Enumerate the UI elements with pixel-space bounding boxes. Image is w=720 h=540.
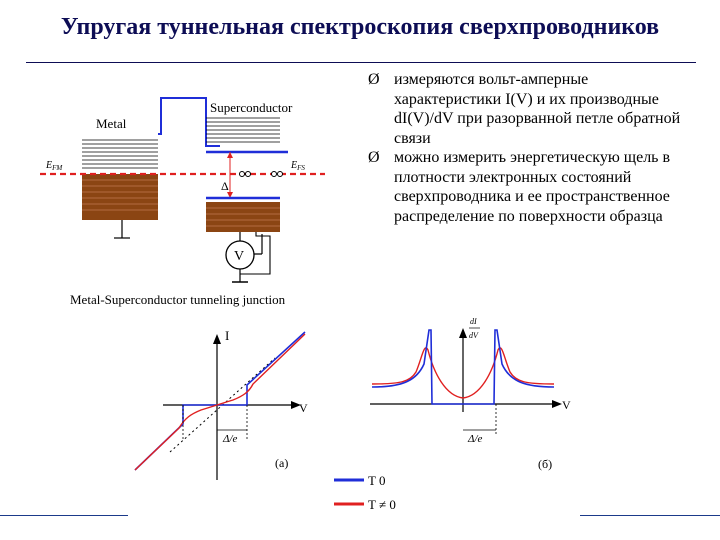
legend-label-t-nonzero: T ≠ 0 <box>368 497 396 512</box>
junction-caption: Metal-Superconductor tunneling junction <box>70 292 286 307</box>
didv-x-label: V <box>562 398 571 412</box>
didv-x-arrow <box>552 400 562 408</box>
arrow-bullet-icon: Ø <box>368 149 380 166</box>
footer-line-right <box>580 515 720 516</box>
iv-x-label: V <box>299 401 308 415</box>
didv-panel-label: (б) <box>538 457 553 471</box>
didv-gap-label: Δ/e <box>468 433 483 445</box>
iv-plot <box>125 322 330 482</box>
metal-filled-band <box>82 174 158 220</box>
iv-y-label: I <box>225 328 230 343</box>
superconductor-label: Superconductor <box>210 100 293 115</box>
bullet-item <box>368 148 698 226</box>
title-divider <box>26 62 696 63</box>
didv-y-label-bottom: dV <box>469 331 478 340</box>
arrow-bullet-icon: Ø <box>368 71 380 88</box>
didv-y-label-top: dI <box>470 317 477 326</box>
didv-plot <box>360 312 590 487</box>
footer-line-left <box>0 515 128 516</box>
metal-label: Metal <box>96 116 127 131</box>
gap-label: Δ <box>221 179 229 193</box>
iv-panel-label: (а) <box>275 456 289 470</box>
page-title: Упругая туннельная спектроскопия сверхпроводников <box>60 14 660 40</box>
ef-metal-label: $E_{FM}$ <box>46 160 63 172</box>
iv-y-arrow <box>213 334 221 344</box>
legend <box>330 470 420 520</box>
superconductor-upper-levels <box>206 118 280 142</box>
didv-y-arrow <box>459 328 467 338</box>
bullet-text: измеряются вольт-амперные характеристики I(V) и их производные dI(V)/dV при разорванной петле обратной связи <box>394 71 681 147</box>
bullet-text: можно измерить энергетическую щель в плотности электронных состояний сверхпроводника и ее пространственное распределение по поверхности образца <box>394 149 671 225</box>
superconductor-filled-band <box>206 202 280 232</box>
metal-empty-levels <box>82 140 158 168</box>
legend-label-t0: T 0 <box>368 473 386 488</box>
ef-super-label: $E_{FS}$ <box>291 160 305 172</box>
bullet-list <box>368 70 698 226</box>
voltmeter-label: V <box>234 249 245 264</box>
iv-curve-t0 <box>135 332 305 470</box>
junction-diagram <box>30 88 330 313</box>
iv-gap-label: Δ/e <box>223 433 238 445</box>
bullet-item <box>368 70 698 148</box>
